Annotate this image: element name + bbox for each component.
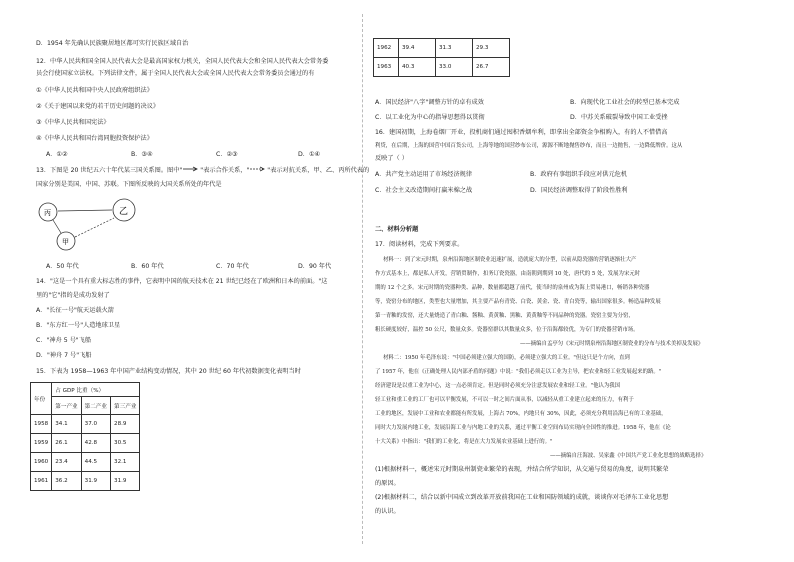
material-1-line: 作方式基本上，都是私人开发，营销贸制作，扣务订瓷瓷器，由南朝到期到 10 处，唐代的 5 处，发展为宋元时 <box>375 271 641 277</box>
cell: 40.3 <box>399 58 436 77</box>
q15-stem: 15．下表为 1958—1963 年中国产业结构变动情况，其中 20 世纪 60 年代初数据变化表明当时 <box>36 368 301 375</box>
node-label-yi: 乙 <box>119 207 129 217</box>
table-row <box>31 434 140 453</box>
q13-option-d: D．90 年代 <box>298 263 332 270</box>
cell: 29.3 <box>473 39 510 58</box>
cell: 31.9 <box>111 472 140 491</box>
material-1-line: 第一青釉的发窑，还大量烧造了青白釉、酱釉、黄黄釉、黑釉、黄黄釉等不同品种的瓷器。瓷窑主要为分窑， <box>375 313 634 319</box>
cell: 30.5 <box>111 434 140 453</box>
material-2-line: 工业的地区，发展中工业和农业都能有所发展，上海占 70%，内地只有 30%，因此，必须充分利用沿海已有的工业基础， <box>375 411 667 417</box>
q14-option-b: B．"东方红一号"人造地球卫星 <box>36 322 121 329</box>
q16-option-d: D．国民经济调整取得了阶段性胜利 <box>530 187 628 194</box>
cell: 1960 <box>31 453 52 472</box>
cell: 42.8 <box>81 434 110 453</box>
cell: 1963 <box>374 58 399 77</box>
column-divider <box>362 14 363 544</box>
cell: 33.0 <box>436 58 473 77</box>
cell: 44.5 <box>81 453 110 472</box>
q12-option-a: A．①② <box>46 151 68 158</box>
table-row <box>31 453 140 472</box>
header-year: 年份 <box>31 383 52 415</box>
cell: 1958 <box>31 415 52 434</box>
material-1-line: 材料一：到了宋元时期，泉州沿海地区制瓷业迅速扩展，造就庞大的分型，以前从隐瓷器的营销逐渐壮大产 <box>383 257 637 263</box>
cell: 36.2 <box>52 472 81 491</box>
q15-option-d: D．中苏关系破裂导致中国工业受挫 <box>570 114 668 121</box>
q12-option-b: B．③④ <box>131 151 153 158</box>
table-row <box>31 472 140 491</box>
q17-requirement-2-cont: 的认识。 <box>375 508 400 515</box>
material-1-line: 等，瓷窑分布的地区，类型也大量增加，其主要产品有青瓷、白瓷、黄金、瓷、青白瓷等，输出国家很多。畅造品种发展 <box>375 299 661 305</box>
confrontation-arrow-icon <box>249 166 267 172</box>
material-1-line: 粗长硬度较好，温控 50 公尺，数量众多。瓷器窑群以其数量众多，位于沿海都较优，为专门的瓷器营销市场。 <box>375 327 639 333</box>
q14-stem-1: 14．"这是一个具有重大标志性的事件，它表明中国的航天技术在 21 世纪已经在了欧洲和日本的前面。"这 <box>36 278 328 285</box>
cell: 37.0 <box>81 415 110 434</box>
material-2-line: 了 1957 年，他在《正确处理人民内部矛盾的问题》中说："我们必须走以工业为主导，把农业和轻工业发展起来的路。" <box>375 369 662 375</box>
cell: 34.1 <box>52 415 81 434</box>
header-secondary: 第二产业 <box>81 397 110 415</box>
material-2-source: ——摘编自汪海波、吴家鑫《中国共产党工业化思想的战略选择》 <box>550 453 707 459</box>
q14-option-c: C．"神舟 5 号"飞船 <box>36 337 92 344</box>
header-gdp: 占 GDP 比重（%） <box>52 383 140 397</box>
q13-stem-2: 国家分别是美国、中国、苏联。下图所反映的大国关系所处的年代是 <box>36 181 222 188</box>
q12-item-2: ②《关于建国以来党的若干历史问题的决议》 <box>36 103 160 110</box>
q14-option-d: D．"神舟 7 号"飞船 <box>36 352 92 359</box>
cell: 32.1 <box>111 453 140 472</box>
cell: 26.7 <box>473 58 510 77</box>
q12-stem-2: 员会行使国家立法权。下列法律文件，属于全国人民代表大会或全国人民代表大会常务委员会通过的有 <box>36 70 315 77</box>
q15-option-a: A．国民经济"八字"调整方针的卓有成效 <box>375 99 484 106</box>
table-row <box>374 58 510 77</box>
q12-item-3: ③《中华人民共和国宪法》 <box>36 119 110 126</box>
q17-requirement-1: (1)根据材料一，概述宋元时期泉州制瓷业繁荣的表现，并结合所学知识，从交通与贸易的角度，说明其繁荣 <box>375 466 669 473</box>
q16-stem-1: 16．建国初期，上海卷烟厂开业，投机商们通过囤积香烟牟利，即拿出全部资金争相购入，有的人不惜借高 <box>375 129 668 136</box>
cell: 1959 <box>31 434 52 453</box>
q13-stem-1: 13．下图是 20 世纪五六十年代某三国关系图。图中" "表示合作关系，" "表示对抗关系，甲、乙、丙所代表的 <box>36 167 370 174</box>
q12-stem-1: 12．中华人民共和国全国人民代表大会是最高国家权力机关，全国人民代表大会和全国人民代表大会常务委 <box>36 58 329 65</box>
q11-option-d: D．1954 年先确认民族聚居地区都可实行民族区域自治 <box>36 40 189 47</box>
q16-option-b: B．政府有事组织手段应对供元危机 <box>530 171 628 178</box>
cell: 39.4 <box>399 39 436 58</box>
q13-option-a: A．50 年代 <box>46 263 79 270</box>
node-label-bing: 丙 <box>44 209 51 217</box>
q16-option-c: C．社会主义改造期间打赢米棉之战 <box>375 187 473 194</box>
q16-stem-2: 利贷，在后期，上海的国营中国百货公司，上海等地的国营纱布公司，源源不断地抛售纱布，而且一边抛售，一边降低牌价。这从 <box>375 143 683 149</box>
industry-structure-table <box>30 382 140 491</box>
q12-option-d: D．①④ <box>298 151 321 158</box>
node-label-jia: 甲 <box>62 238 69 246</box>
industry-structure-table-continued <box>373 38 510 77</box>
q15-option-c: C．以工业化为中心的指导思想得以贯彻 <box>375 114 485 121</box>
section-title: 二、材料分析题 <box>375 226 419 233</box>
q16-option-a: A．共产党主动运用了市场经济规律 <box>375 171 473 178</box>
q14-option-a: A．"长征一号"航天运载火箭 <box>36 307 114 314</box>
link-bing-yi <box>58 210 112 211</box>
material-1-source: ——摘编自孟亭匀《宋元时期泉州沿海地区制瓷业的分布与技术美掉及发展》 <box>520 341 704 347</box>
cell: 1962 <box>374 39 399 58</box>
q13-option-c: C．70 年代 <box>216 263 249 270</box>
header-primary: 第一产业 <box>52 397 81 415</box>
cell: 31.3 <box>436 39 473 58</box>
table-row <box>31 415 140 434</box>
header-tertiary: 第三产业 <box>111 397 140 415</box>
material-1-line: 期的 12 个之多。宋元时期的瓷器种类、品种，数量都超越了前代，使当时的泉州成为海上贸易港口，畅销各种瓷器 <box>375 285 650 291</box>
link-jia-yi <box>75 218 114 237</box>
cell: 1961 <box>31 472 52 491</box>
cooperation-arrow-icon <box>182 166 200 172</box>
material-2-line: 十大关系》中指出："我们的工业化，将是在大力发展农业基础上进行的。" <box>375 439 553 445</box>
q17-stem: 17．阅读材料，完成下列要求。 <box>375 241 464 248</box>
q17-requirement-2: (2)根据材料二，结合以新中国成立到改革开放前我国在工业和国防领域的成就，谈谈你对毛泽东工业化思想 <box>375 494 669 501</box>
cell: 26.1 <box>52 434 81 453</box>
q12-item-1: ①《中华人民共和国中央人民政府组织法》 <box>36 87 153 94</box>
q12-item-4: ④《中华人民共和国台湾同胞投资保护法》 <box>36 135 153 142</box>
material-2-line: 材料二：1950 年毛泽东说："中国必须建立强大的国防，必须建立强大的工业。"但这只是个方向，直到 <box>383 355 630 361</box>
table-row <box>374 39 510 58</box>
cell: 28.9 <box>111 415 140 434</box>
q13-option-b: B．60 年代 <box>131 263 164 270</box>
q17-requirement-1-cont: 的原因。 <box>375 480 400 487</box>
material-2-line: 同时大力发展内地工业，发展沿海工业与内地工业的关系，通过平衡工业空间布局实现向全国性的推进。1958 年，他在《论 <box>375 425 671 431</box>
cell: 31.9 <box>81 472 110 491</box>
country-relation-diagram <box>36 194 146 254</box>
q14-stem-2: 里的"它"指的是成功发射了 <box>36 292 110 299</box>
cell: 23.4 <box>52 453 81 472</box>
table-row <box>31 383 140 397</box>
q16-stem-3: 反映了（ ） <box>375 155 408 162</box>
material-2-line: 轻工业和重工业的工厂也可以平衡发展，不可以一时之间片面从事，以减轻从重工业建立起来的压力，有利于 <box>375 397 634 403</box>
q12-option-c: C．②③ <box>216 151 238 158</box>
material-2-line: 经济建设是以重工业为中心，这一点必须肯定。但是同时必须充分注意发展农业和轻工业。"他认为我国 <box>375 383 621 389</box>
link-bing-jia <box>53 220 61 233</box>
q15-option-b: B．向现代化工业社会的转型已基本完成 <box>570 99 680 106</box>
